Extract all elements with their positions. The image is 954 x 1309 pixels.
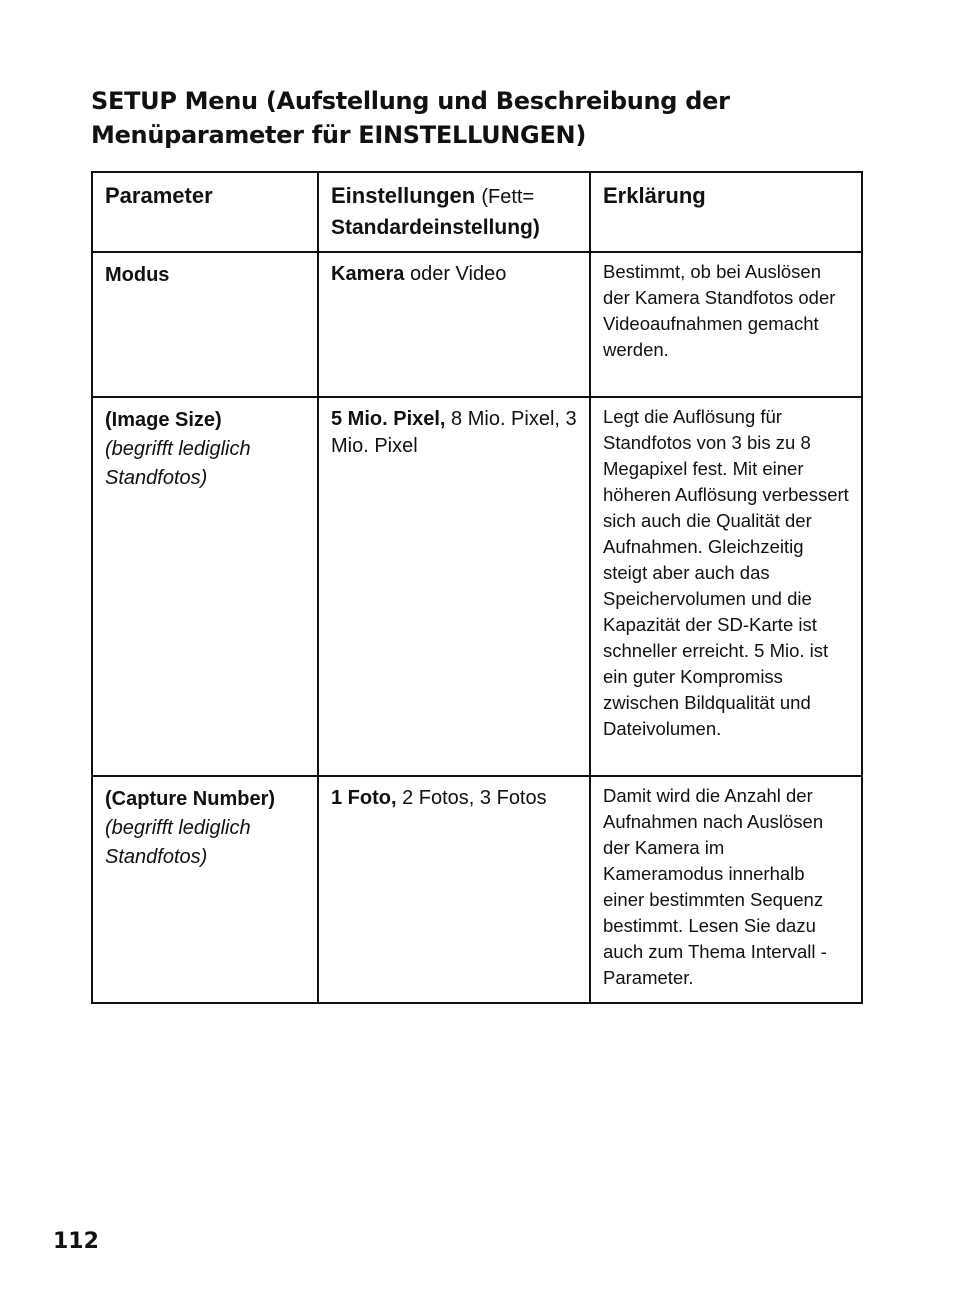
param-note: (begrifft lediglich Standfotos) [105,817,251,868]
table-header-row [92,172,862,252]
header-explanation: Erklärung [590,172,862,252]
param-name: (Capture Number) [105,788,276,810]
header-settings [318,172,590,252]
settings-cell [318,397,590,776]
other-settings: 2 Fotos, 3 Fotos [396,787,547,809]
settings-cell [318,252,590,397]
param-note: (begrifft lediglich Standfotos) [105,438,251,489]
default-setting: 5 Mio. Pixel, [331,408,446,430]
table-row [92,252,862,397]
header-parameter: Parameter [92,172,318,252]
default-setting: 1 Foto, [331,787,397,809]
other-settings: 8 Mio. Pixel, 3 Mio. Pixel [331,408,577,457]
setup-parameter-table [91,171,863,1004]
table-row [92,776,862,1003]
param-name: Modus [105,264,170,286]
page-title [91,84,871,152]
param-cell [92,776,318,1003]
header-settings-label: Einstellungen [331,183,476,208]
header-settings-note-open: (Fett= [481,186,535,208]
page-number: 112 [53,1229,99,1254]
header-settings-note-rest: Standardeinstellung) [331,216,540,239]
table-row [92,397,862,776]
page-title-line-1: SETUP Menu (Aufstellung und Beschreibung der [91,87,730,115]
default-setting: Kamera [331,263,405,285]
page-title-line-2: Menüparameter für EINSTELLUNGEN) [91,121,586,149]
param-cell [92,252,318,397]
settings-cell [318,776,590,1003]
description-cell: Damit wird die Anzahl der Aufnahmen nach Auslösen der Kamera im Kameramodus innerhalb einer bestimmten Sequenz bestimmt. Lesen Sie dazu auch zum Thema Intervall -Parameter. [590,776,862,1003]
param-name: (Image Size) [105,409,222,431]
param-cell [92,397,318,776]
description-cell: Legt die Auflösung für Standfotos von 3 bis zu 8 Megapixel fest. Mit einer höheren Auflösung verbessert sich auch die Qualität der Aufnahmen. Gleichzeitig steigt aber auch das Speichervolumen und die Kapazität der SD-Karte ist schneller erreicht. 5 Mio. ist ein guter Kompromiss zwischen Bildqualität und Dateivolumen. [590,397,862,776]
description-cell: Bestimmt, ob bei Auslösen der Kamera Standfotos oder Videoaufnahmen gemacht werden. [590,252,862,397]
other-settings: oder Video [404,263,507,285]
